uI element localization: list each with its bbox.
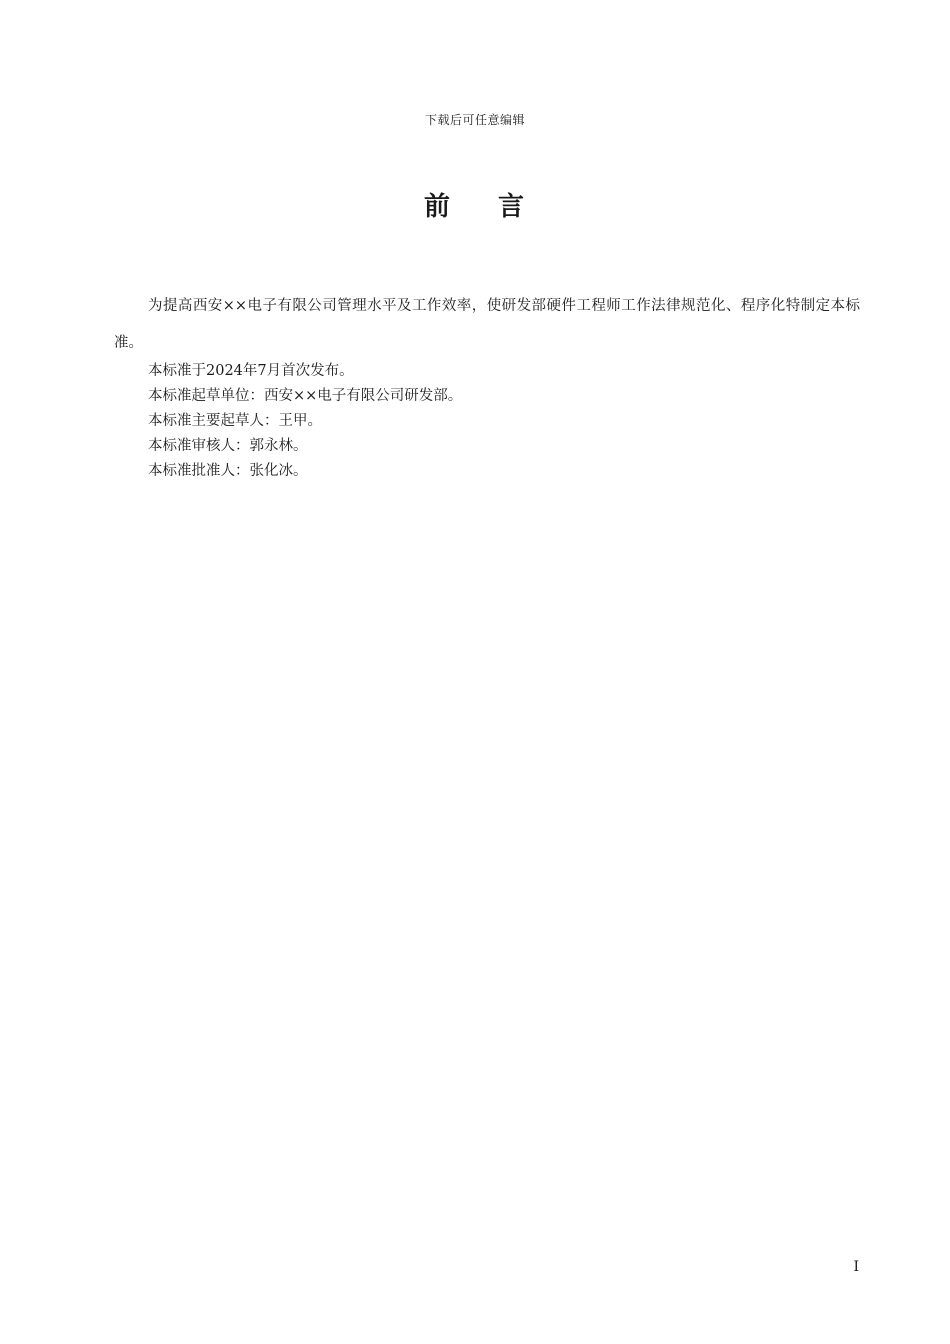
foreword-line-release: 本标准于2024年7月首次发布。 [148,363,354,379]
page-title [0,186,950,223]
header-note: 下载后可任意编辑 [424,113,525,127]
foreword-line-approver: 本标准批准人：张化冰。 [148,463,308,479]
foreword-line-main-drafter: 本标准主要起草人：王甲。 [148,413,322,429]
page-number: I [853,1259,859,1275]
foreword-line-reviewer: 本标准审核人：郭永林。 [148,438,308,454]
foreword-paragraph: 为提高西安××电子有限公司管理水平及工作效率，使研发部硬件工程师工作法律规范化、程序化特制定本标准。 [114,298,860,351]
title-part-1: 前 [423,192,452,222]
foreword-body [114,288,860,484]
foreword-line-drafting-unit: 本标准起草单位：西安××电子有限公司研发部。 [148,388,463,404]
title-part-2: 言 [498,192,527,222]
